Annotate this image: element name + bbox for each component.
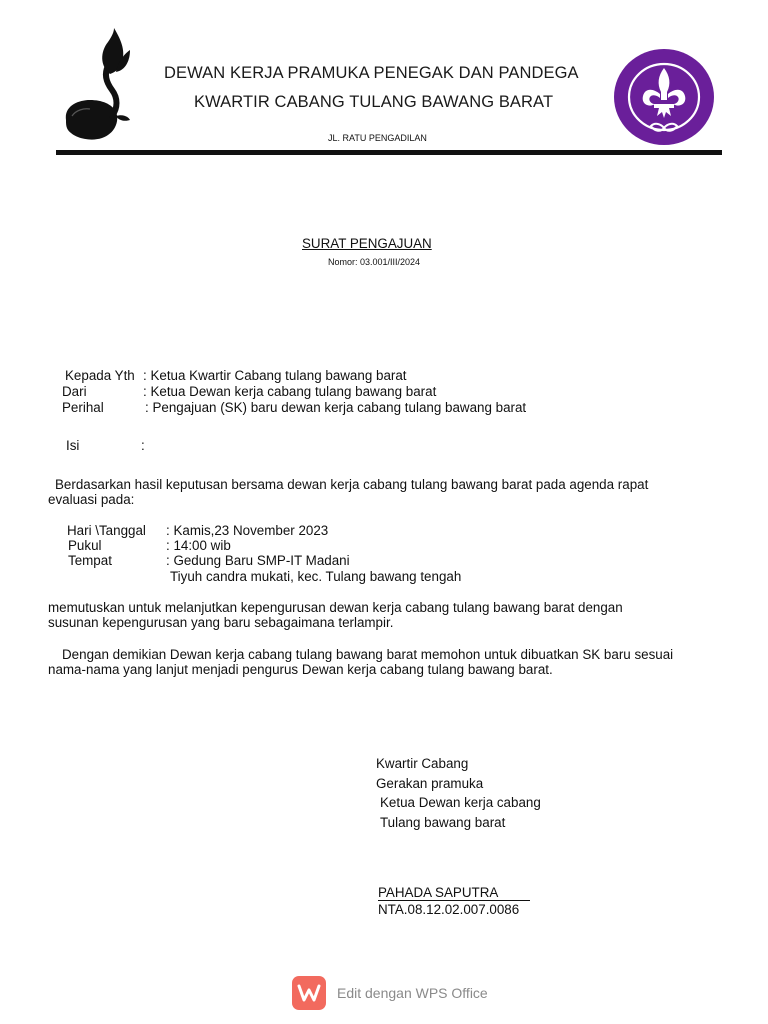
signatory-name — [378, 886, 530, 901]
signature-line-4: Tulang bawang barat — [380, 815, 506, 830]
tempat-value: : Gedung Baru SMP-IT Madani — [166, 553, 350, 568]
paragraph-1-line-2: evaluasi pada: — [48, 492, 135, 507]
dari-label: Dari — [62, 384, 87, 399]
wps-logo-icon — [292, 976, 326, 1010]
letter-number: Nomor: 03.001/III/2024 — [328, 257, 421, 267]
paragraph-3-line-1: Dengan demikian Dewan kerja cabang tulang bawang barat memohon untuk dibuatkan SK baru sesuai — [62, 647, 674, 662]
isi-label: Isi — [66, 438, 80, 453]
perihal-label: Perihal — [62, 400, 104, 415]
hari-value: : Kamis,23 November 2023 — [166, 523, 329, 538]
signature-line-1: Kwartir Cabang — [376, 756, 469, 771]
dari-value: : Ketua Dewan kerja cabang tulang bawang barat — [143, 384, 437, 399]
org-name-line2: KWARTIR CABANG TULANG BAWANG BARAT — [194, 93, 554, 111]
tunas-kelapa-logo — [60, 28, 132, 146]
header-divider — [56, 150, 722, 155]
kepada-label: Kepada Yth — [65, 368, 135, 383]
signatory-nta: NTA.08.12.02.007.0086 — [378, 902, 520, 917]
wosm-emblem-logo — [613, 48, 715, 146]
paragraph-2-line-1: memutuskan untuk melanjutkan kepengurusan dewan kerja cabang tulang bawang barat dengan — [48, 600, 623, 615]
paragraph-1-line-1: Berdasarkan hasil keputusan bersama dewan kerja cabang tulang bawang barat pada agenda rapat — [55, 477, 649, 492]
pukul-value: : 14:00 wib — [166, 538, 231, 553]
paragraph-3-line-2: nama-nama yang lanjut menjadi pengurus Dewan kerja cabang tulang bawang barat. — [48, 662, 553, 677]
perihal-value: : Pengajuan (SK) baru dewan kerja cabang tulang bawang barat — [145, 400, 527, 415]
signature-line-2: Gerakan pramuka — [376, 776, 484, 791]
tempat-value-line-2: Tiyuh candra mukati, kec. Tulang bawang tengah — [170, 569, 462, 584]
paragraph-2-line-2: susunan kepengurusan yang baru sebagaimana terlampir. — [48, 615, 394, 630]
letter-title: SURAT PENGAJUAN — [302, 236, 432, 251]
org-name-line1: DEWAN KERJA PRAMUKA PENEGAK DAN PANDEGA — [164, 64, 579, 82]
signatory-name-text: PAHADA SAPUTRA — [378, 885, 499, 900]
wps-edit-label: Edit dengan WPS Office — [337, 985, 488, 1001]
kepada-value: : Ketua Kwartir Cabang tulang bawang barat — [143, 368, 407, 383]
signature-line-3: Ketua Dewan kerja cabang — [380, 795, 541, 810]
wps-edit-link[interactable] — [292, 976, 488, 1010]
isi-value: : — [141, 438, 145, 453]
org-address: JL. RATU PENGADILAN — [328, 133, 427, 143]
hari-label: Hari \Tanggal — [67, 523, 146, 538]
tempat-label: Tempat — [68, 553, 112, 568]
pukul-label: Pukul — [68, 538, 102, 553]
